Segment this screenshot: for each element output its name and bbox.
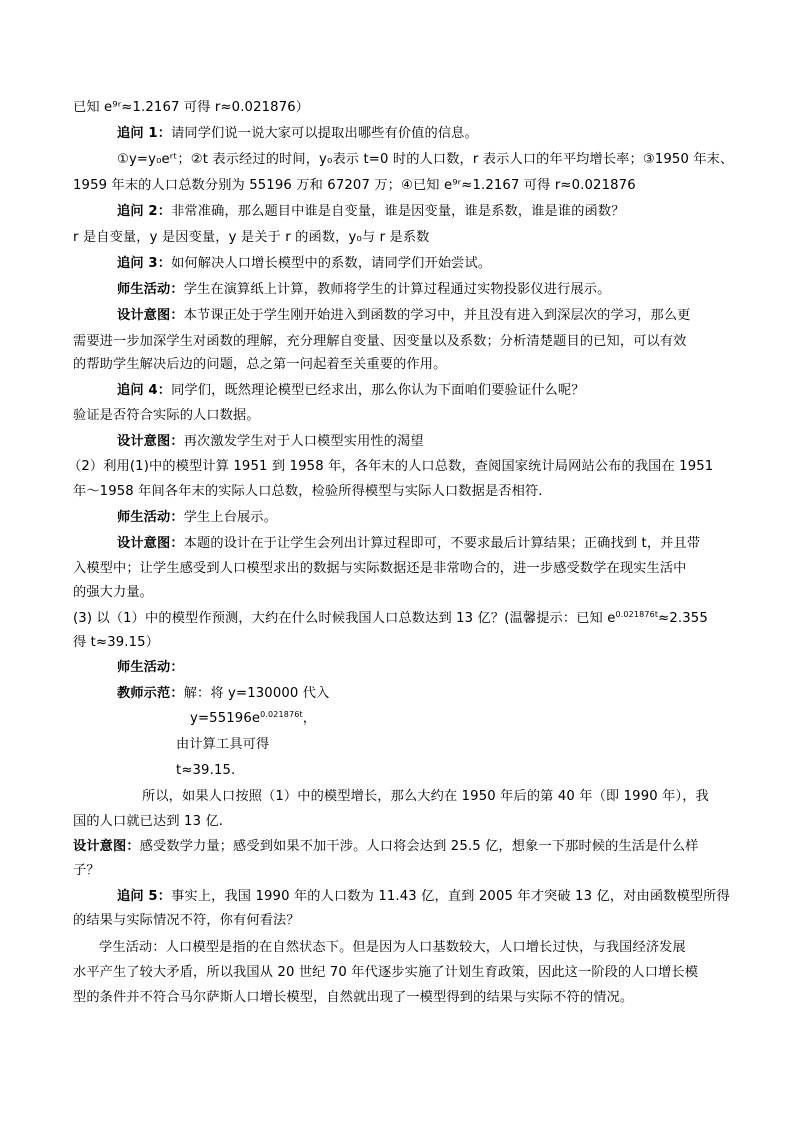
text-span: 如何解决人口增长模型中的系数，请同学们开始尝试。 [171,256,492,271]
text-span: 学生在演算纸上计算，教师将学生的计算过程通过实物投影仪进行展示。 [183,282,611,297]
text-span: 由计算工具可得 [176,737,270,752]
teacher-demo [117,685,329,703]
student-activity-line-1 [99,939,686,957]
text-span: （2）利用(1)中的模型计算 1951 到 1958 年，各年末的人口总数，查阅国家统计局网站公布的我国在 1951 [68,459,714,474]
exponent: 0.021876t [615,610,659,619]
text-span: 1959 年末的人口总数分别为 55196 万和 67207 万；④已知 e⁹ʳ≈1.2167 可得 r≈0.021876 [73,178,636,193]
text-span: 的强大力量。 [73,585,154,600]
student-activity-line-2 [73,964,698,982]
text-span: 国的人口就已达到 13 亿. [73,814,224,829]
text-span: 再次激发学生对于人口模型实用性的渴望 [183,434,424,449]
teacher-student-activity [117,281,610,299]
text-span: 请同学们说一说大家可以提取出哪些有价值的信息。 [171,126,478,141]
text-span: 子？ [73,863,100,878]
text-span: y=55196e [190,711,261,726]
teacher-student-activity [117,509,277,527]
known-condition-line [73,99,309,117]
label: 师生活动： [117,510,184,525]
design-intent-2 [117,433,424,451]
text-span: (3) 以（1）中的模型作预测，大约在什么时候我国人口总数达到 13 亿？(温馨提示：已知 e [73,611,616,626]
text-span: 所以，如果人口按照（1）中的模型增长，那么大约在 1950 年后的第 40 年（即 1990 年），我 [142,789,709,804]
text-span: 需要进一步加深学生对函数的理解，充分理解自变量、因变量以及系数；分析清楚题目的已知，可以有效 [73,334,687,349]
text-span: 解：将 y=130000 代入 [183,686,330,701]
text-span: 同学们，既然理论模型已经求出，那么你认为下面咱们要验证什么呢？ [171,383,585,398]
text-span: 本节课正处于学生刚开始进入到函数的学习中，并且没有进入到深层次的学习，那么更 [183,308,691,323]
conclusion-line-2 [73,813,223,831]
problem-3-line-1 [73,610,708,628]
label: 设计意图： [117,536,184,551]
formula-line [190,710,316,728]
label: 追问 2： [117,204,172,219]
followup-question-1 [117,125,478,143]
label: 师生活动： [117,282,184,297]
design-intent-1-cont [73,333,687,351]
text-span: 验证是否符合实际的人口数据。 [73,408,260,423]
design-intent-3-cont [73,584,153,602]
text-span: t≈39.15. [176,763,236,778]
label: 追问 4： [117,383,172,398]
answer-line [73,229,430,247]
followup-question-2 [117,203,625,221]
text-span: 得 t≈39.15） [73,635,160,650]
text-span: 非常准确，那么题目中谁是自变量，谁是因变量，谁是系数，谁是谁的函数？ [171,204,625,219]
design-intent-3-cont [73,560,687,578]
text-span: r 是自变量，y 是因变量，y 是关于 r 的函数，y₀与 r 是系数 [73,230,430,245]
label: 设计意图： [73,839,140,854]
text-span: 已知 e⁹ʳ≈1.2167 可得 r≈0.021876） [73,100,310,115]
calc-tool-line [176,736,269,754]
label: 追问 3： [117,256,172,271]
exponent: 0.021876t [260,710,303,719]
label: 设计意图： [117,308,184,323]
design-intent-1 [117,307,691,325]
label: 追问 5： [117,889,172,904]
answer-line [73,407,260,425]
text-span: 事实上，我国 1990 年的人口数为 11.43 亿，直到 2005 年才突破 13 亿，对由函数模型所得 [171,889,730,904]
design-intent-4 [73,838,699,856]
label: 教师示范： [117,686,184,701]
text-span: 入模型中；让学生感受到人口模型求出的数据与实际数据还是非常吻合的，进一步感受数学在现实生活中 [73,561,687,576]
text-span: ， [302,711,317,726]
problem-2-line-1 [68,458,713,476]
text-span: 年～1958 年间各年末的实际人口总数，检验所得模型与实际人口数据是否相符. [73,484,543,499]
result-line [176,762,235,780]
text-span: 学生上台展示。 [183,510,278,525]
text-span: 的帮助学生解决后边的问题，总之第一问起着至关重要的作用。 [73,357,447,372]
problem-3-line-2 [73,634,159,652]
text-span: 学生活动：人口模型是指的在自然状态下。但是因为人口基数较大，人口增长过快，与我国经济发展 [99,940,686,955]
followup-question-5 [117,888,730,906]
text-span: ≈2.355 [658,611,708,626]
problem-2-line-2 [73,483,543,501]
design-intent-4-cont [73,862,100,880]
followup-question-5-cont [73,912,300,930]
followup-question-3 [117,255,491,273]
teacher-student-activity-heading [117,659,184,677]
text-span: ①y=y₀eʳᵗ；②t 表示经过的时间，y₀表示 t=0 时的人口数，r 表示人口的年平均增长率；③1950 年末、 [117,152,734,167]
info-list-line-2 [73,177,636,195]
design-intent-3 [117,535,700,553]
label: 追问 1： [117,126,172,141]
followup-question-4 [117,382,585,400]
text-span: 的结果与实际情况不符，你有何看法？ [73,913,300,928]
text-span: 感受数学力量；感受到如果不加干涉。人口将会达到 25.5 亿，想象一下那时候的生活是什么样 [139,839,699,854]
info-list-line-1 [117,151,733,169]
text-span: 本题的设计在于让学生会列出计算过程即可，不要求最后计算结果；正确找到 t，并且带 [183,536,701,551]
label: 师生活动： [117,660,184,675]
text-span: 型的条件并不符合马尔萨斯人口增长模型，自然就出现了一模型得到的结果与实际不符的情况。 [73,990,634,1005]
design-intent-1-cont [73,356,446,374]
text-span: 水平产生了较大矛盾，所以我国从 20 世纪 70 年代逐步实施了计划生育政策，因此这一阶段的人口增长模 [73,965,699,980]
label: 设计意图： [117,434,184,449]
conclusion-line-1 [142,788,709,806]
student-activity-line-3 [73,989,633,1007]
